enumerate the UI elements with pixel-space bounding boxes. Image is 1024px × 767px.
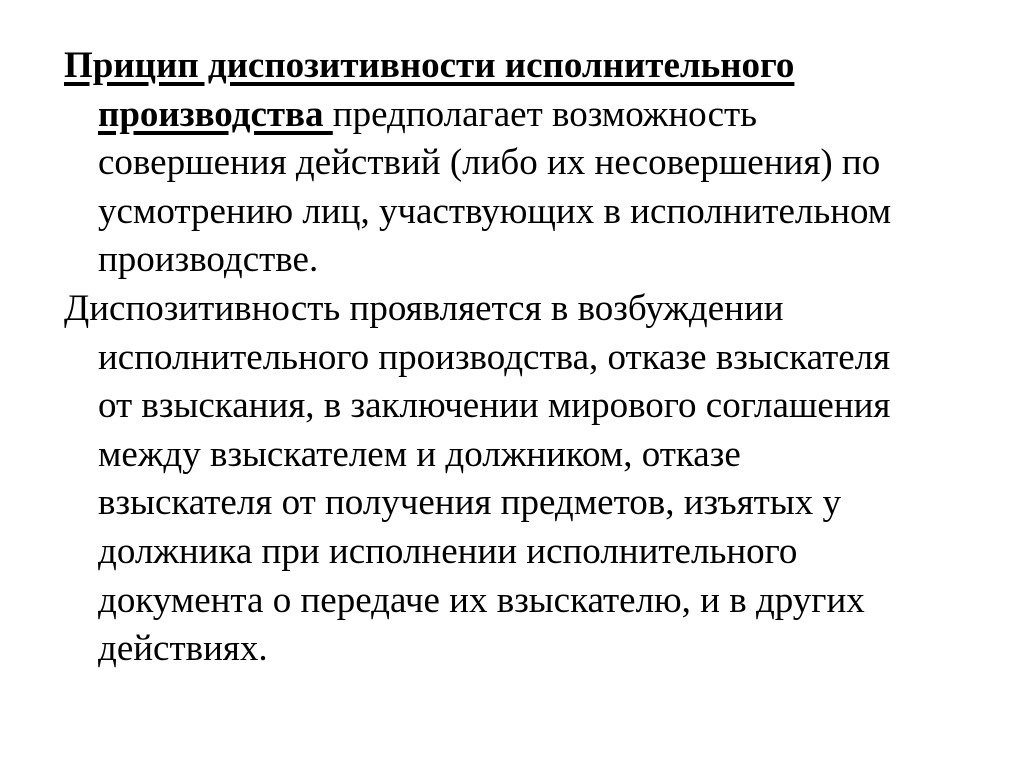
text-line <box>0 625 1024 674</box>
text-segment: документа о передаче их взыскателю, и в других <box>98 579 865 621</box>
text-line <box>0 188 1024 237</box>
text-segment: действиях. <box>98 628 268 670</box>
text-line <box>0 528 1024 577</box>
text-line <box>0 285 1024 334</box>
text-line <box>0 91 1024 140</box>
text-segment: должника при исполнении исполнительного <box>98 530 798 572</box>
text-segment: взыскателя от получения предметов, изъятых у <box>98 482 841 524</box>
text-line <box>0 334 1024 383</box>
text-segment: предполагает возможность <box>332 93 758 135</box>
text-segment: усмотрению лиц, участвующих в исполнительном <box>98 190 892 232</box>
text-segment: между взыскателем и должником, отказе <box>98 433 741 475</box>
text-segment: от взыскания, в заключении мирового соглашения <box>98 385 891 427</box>
text-line <box>0 431 1024 480</box>
text-segment: исполнительного производства, отказе взыскателя <box>98 336 891 378</box>
text-block <box>0 42 1024 674</box>
bold-underline-segment: производства <box>98 93 333 135</box>
text-line <box>0 139 1024 188</box>
text-line <box>0 577 1024 626</box>
text-line <box>0 382 1024 431</box>
text-line <box>0 479 1024 528</box>
text-line <box>0 236 1024 285</box>
text-line <box>0 42 1024 91</box>
text-segment: Диспозитивность проявляется в возбуждении <box>64 287 784 329</box>
bold-underline-segment: Прицип диспозитивности исполнительного <box>64 45 795 86</box>
text-segment: производстве. <box>98 239 319 281</box>
text-segment: совершения действий (либо их несовершения) по <box>98 142 881 184</box>
